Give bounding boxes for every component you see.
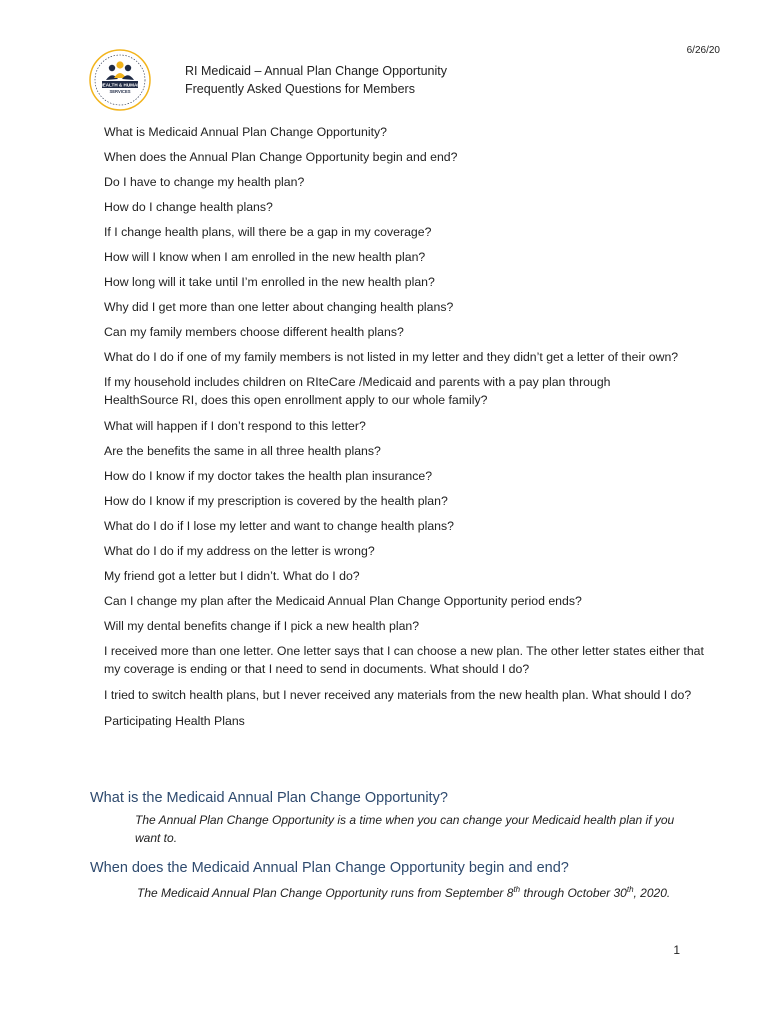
toc-item[interactable]: Can my family members choose different health plans? bbox=[104, 325, 404, 339]
section-answer: The Annual Plan Change Opportunity is a time when you can change your Medicaid health plan if you want to. bbox=[135, 813, 675, 845]
document-title bbox=[185, 62, 447, 98]
toc-item[interactable]: If my household includes children on RIteCare /Medicaid and parents with a pay plan through HealthSource RI, does this open enrollment apply to our whole family? bbox=[104, 375, 611, 407]
toc-item[interactable]: How do I change health plans? bbox=[104, 200, 273, 214]
toc-item[interactable]: How will I know when I am enrolled in the new health plan? bbox=[104, 250, 426, 264]
toc-item[interactable]: Will my dental benefits change if I pick a new health plan? bbox=[104, 619, 420, 633]
section-heading: When does the Medicaid Annual Plan Change Opportunity begin and end? bbox=[90, 860, 569, 876]
logo-text-services: SERVICES bbox=[109, 89, 131, 94]
table-of-contents bbox=[104, 123, 724, 737]
section-answer bbox=[137, 881, 697, 902]
toc-item[interactable]: If I change health plans, will there be a gap in my coverage? bbox=[104, 225, 432, 239]
eohhs-logo bbox=[88, 48, 152, 112]
toc-item[interactable]: Participating Health Plans bbox=[104, 714, 245, 728]
toc-item[interactable]: I received more than one letter. One letter says that I can choose a new plan. The other letter states either that my coverage is ending or that I need to send in documents. What should I do? bbox=[104, 644, 704, 676]
toc-item[interactable]: What do I do if one of my family members is not listed in my letter and they didn’t get a letter of their own? bbox=[104, 350, 679, 364]
answer-text: The Medicaid Annual Plan Change Opportunity runs from September 8 bbox=[137, 886, 514, 900]
toc-item[interactable]: Do I have to change my health plan? bbox=[104, 175, 305, 189]
section-heading: What is the Medicaid Annual Plan Change Opportunity? bbox=[90, 790, 448, 806]
logo-text-health: HEALTH & HUMAN bbox=[99, 82, 141, 88]
toc-item[interactable]: What do I do if I lose my letter and want to change health plans? bbox=[104, 519, 454, 533]
toc-item[interactable]: How do I know if my prescription is covered by the health plan? bbox=[104, 494, 448, 508]
toc-item[interactable]: What do I do if my address on the letter is wrong? bbox=[104, 544, 375, 558]
toc-item[interactable]: How do I know if my doctor takes the health plan insurance? bbox=[104, 469, 433, 483]
title-line-2: Frequently Asked Questions for Members bbox=[185, 82, 415, 96]
document-date: 6/26/20 bbox=[686, 45, 720, 56]
answer-text: through October 30 bbox=[520, 886, 627, 900]
page-number: 1 bbox=[673, 943, 680, 957]
toc-item[interactable]: Can I change my plan after the Medicaid Annual Plan Change Opportunity period ends? bbox=[104, 594, 582, 608]
ordinal-suffix: th bbox=[626, 885, 634, 894]
toc-item[interactable]: Are the benefits the same in all three health plans? bbox=[104, 444, 381, 458]
toc-item[interactable]: When does the Annual Plan Change Opportunity begin and end? bbox=[104, 150, 458, 164]
answer-text: , 2020. bbox=[633, 886, 671, 900]
title-line-1: RI Medicaid – Annual Plan Change Opportunity bbox=[185, 64, 447, 78]
toc-item[interactable]: My friend got a letter but I didn’t. What do I do? bbox=[104, 569, 360, 583]
ordinal-suffix: th bbox=[513, 885, 521, 894]
toc-item[interactable]: Why did I get more than one letter about changing health plans? bbox=[104, 300, 454, 314]
toc-item[interactable]: What is Medicaid Annual Plan Change Opportunity? bbox=[104, 125, 387, 139]
toc-item[interactable]: I tried to switch health plans, but I never received any materials from the new health plan. What should I do? bbox=[104, 688, 692, 702]
toc-item[interactable]: How long will it take until I’m enrolled in the new health plan? bbox=[104, 275, 435, 289]
toc-item[interactable]: What will happen if I don’t respond to this letter? bbox=[104, 419, 366, 433]
